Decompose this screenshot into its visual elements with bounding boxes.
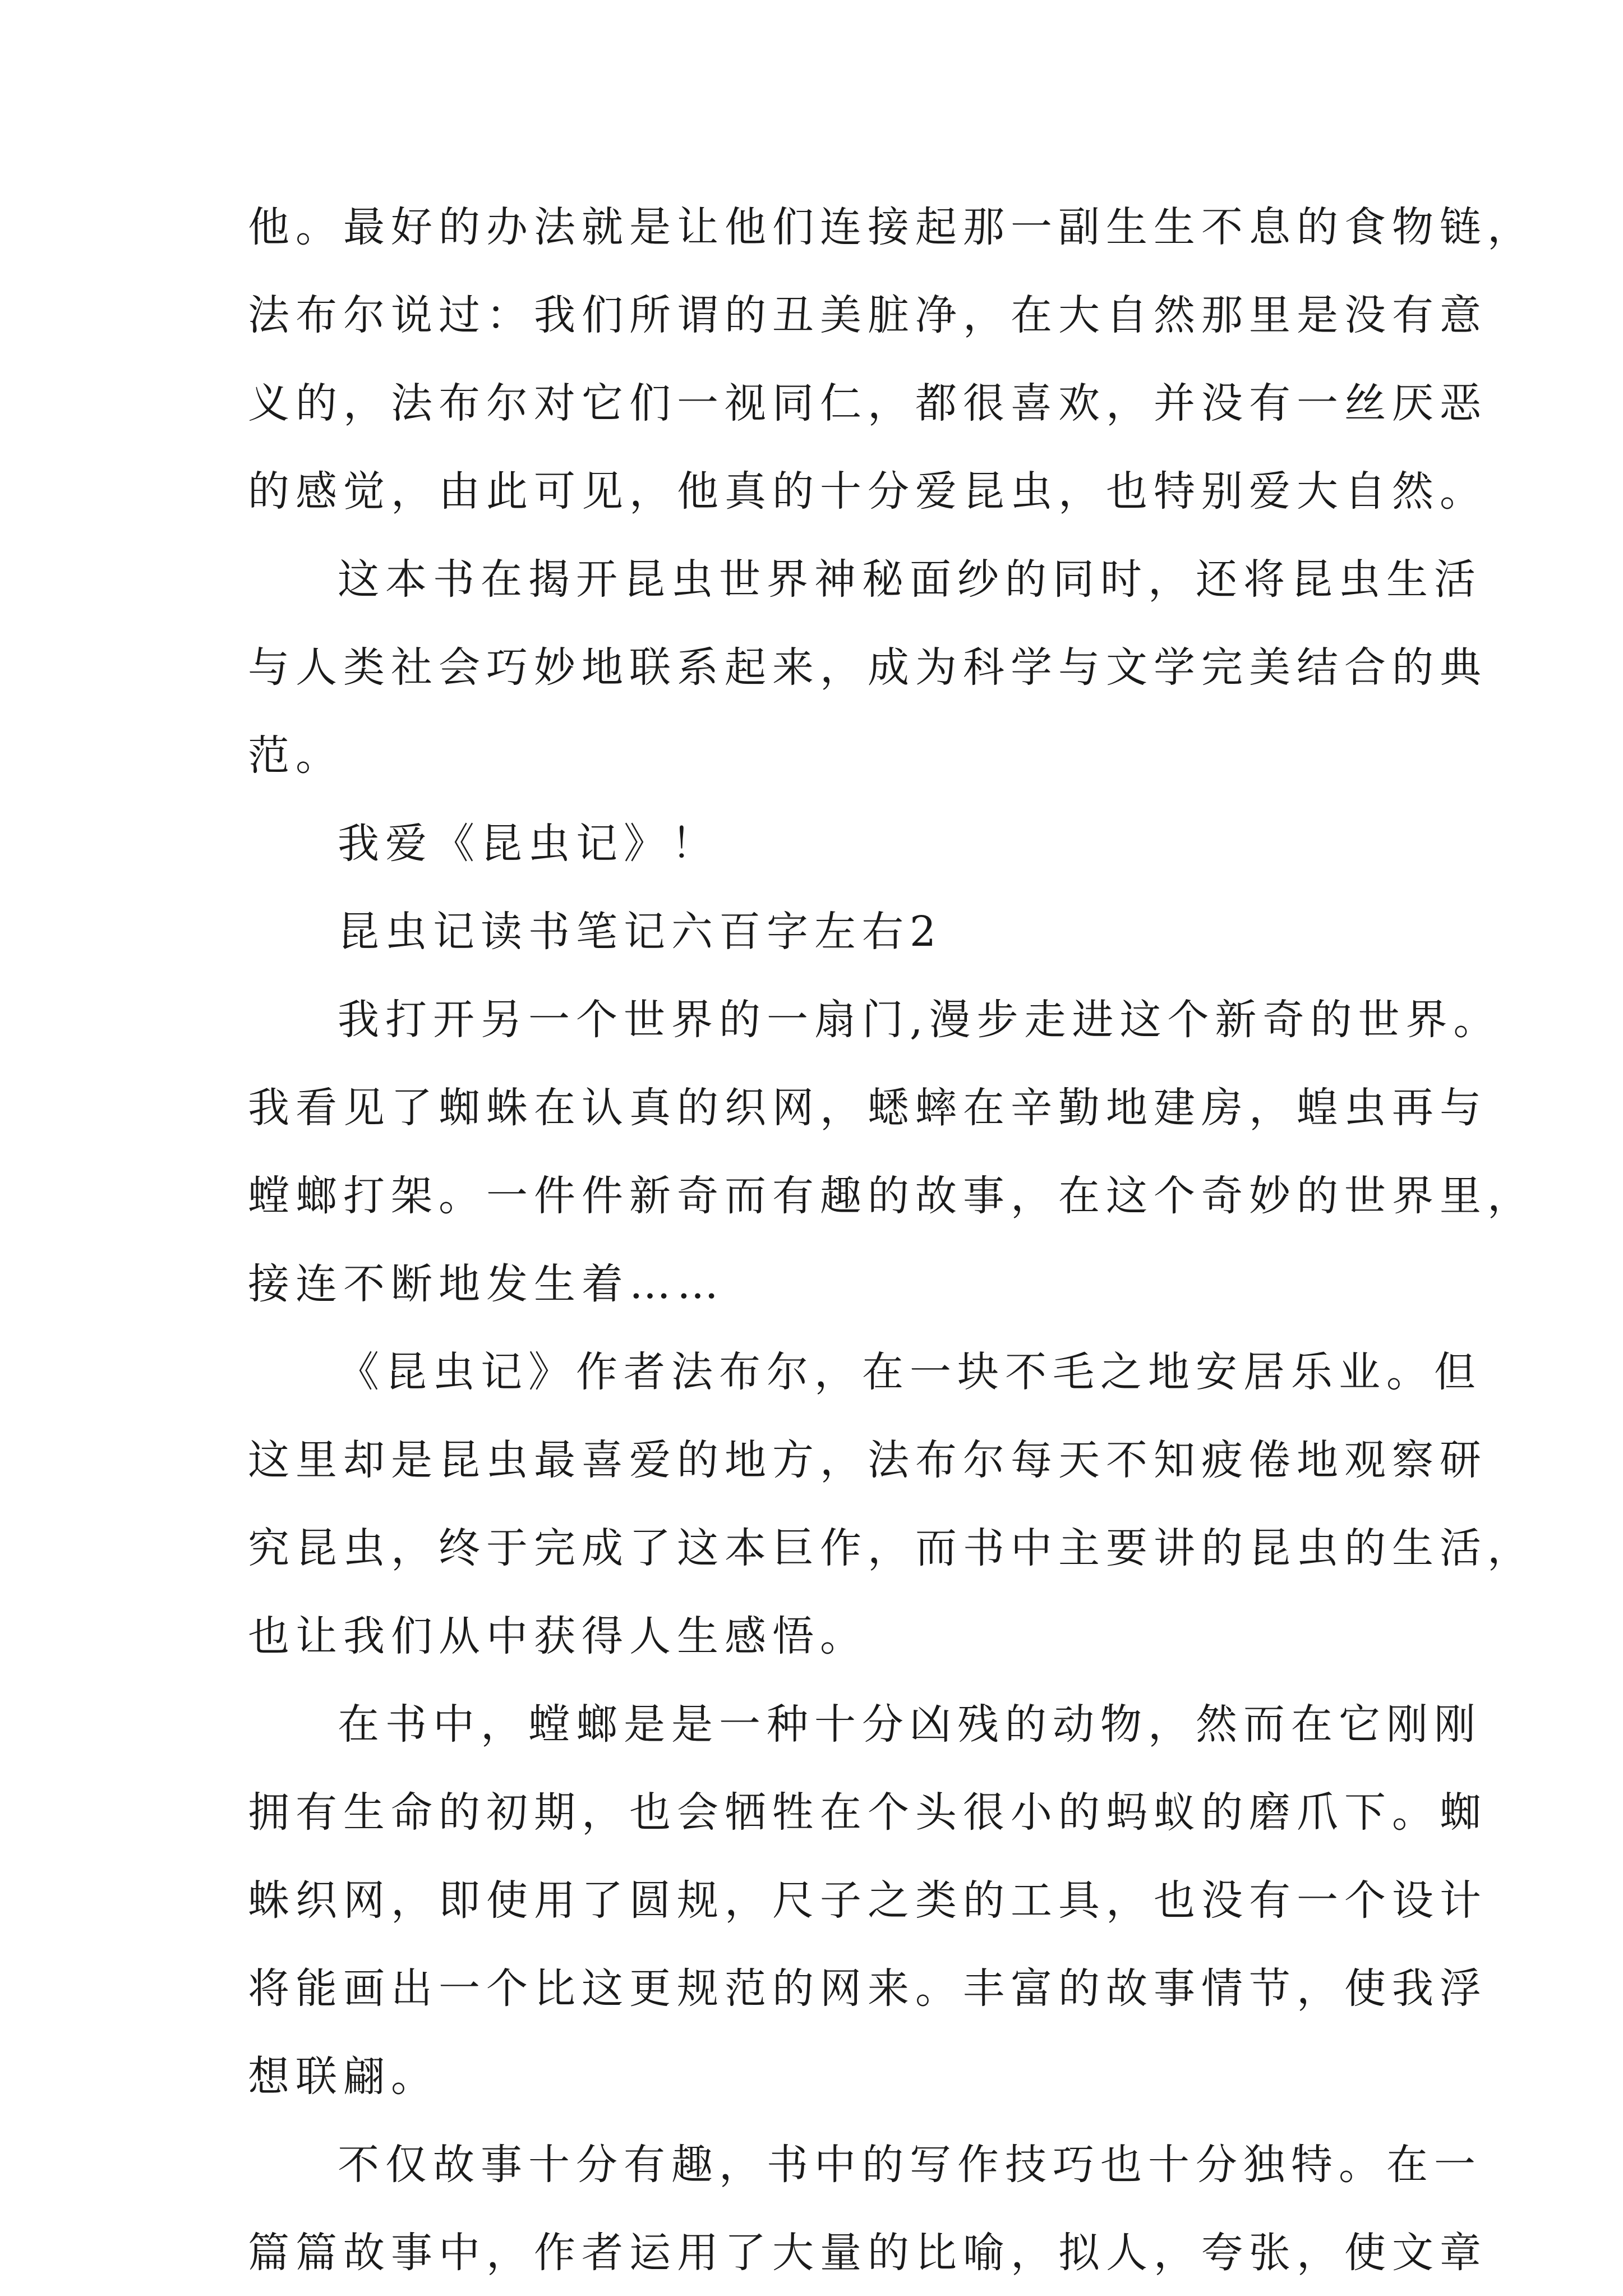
text-line: 将能画出一个比这更规范的网来。丰富的故事情节，使我浮	[248, 1964, 1487, 2013]
text-line: 这里却是昆虫最喜爱的地方，法布尔每天不知疲倦地观察研	[248, 1436, 1487, 1484]
text-line: 我爱《昆虫记》！	[338, 820, 719, 868]
text-line: 与人类社会巧妙地联系起来，成为科学与文学完美结合的典	[248, 643, 1487, 692]
text-line: 法布尔说过：我们所谓的丑美脏净，在大自然那里是没有意	[248, 291, 1487, 339]
section-heading: 昆虫记读书笔记六百字左右2	[338, 908, 943, 956]
text-line: 这本书在揭开昆虫世界神秘面纱的同时，还将昆虫生活	[338, 555, 1482, 604]
text-line: 螳螂打架。一件件新奇而有趣的故事，在这个奇妙的世界里，	[248, 1172, 1535, 1220]
text-line: 不仅故事十分有趣，书中的写作技巧也十分独特。在一	[338, 2141, 1482, 2189]
text-line: 拥有生命的初期，也会牺牲在个头很小的蚂蚁的磨爪下。蜘	[248, 1788, 1487, 1837]
text-line: 究昆虫，终于完成了这本巨作，而书中主要讲的昆虫的生活，	[248, 1524, 1535, 1572]
text-line: 在书中，螳螂是是一种十分凶残的动物，然而在它刚刚	[338, 1700, 1482, 1749]
text-line: 篇篇故事中，作者运用了大量的比喻，拟人，夸张，使文章	[248, 2229, 1487, 2277]
text-line: 接连不断地发生着……	[248, 1260, 725, 1308]
text-line: 也让我们从中获得人生感悟。	[248, 1612, 868, 1660]
text-line: 范。	[248, 731, 343, 780]
text-line: 我打开另一个世界的一扇门,漫步走进这个新奇的世界。	[338, 996, 1501, 1044]
text-line: 的感觉，由此可见，他真的十分爱昆虫，也特别爱大自然。	[248, 467, 1487, 516]
text-line: 《昆虫记》作者法布尔，在一块不毛之地安居乐业。但	[338, 1348, 1482, 1396]
text-line: 想联翩。	[248, 2053, 439, 2101]
text-line: 我看见了蜘蛛在认真的织网，蟋蟀在辛勤地建房，蝗虫再与	[248, 1084, 1487, 1132]
text-line: 义的，法布尔对它们一视同仁，都很喜欢，并没有一丝厌恶	[248, 379, 1487, 427]
text-line: 他。最好的办法就是让他们连接起那一副生生不息的食物链，	[248, 203, 1535, 251]
text-line: 蛛织网，即使用了圆规，尺子之类的工具，也没有一个设计	[248, 1876, 1487, 1925]
